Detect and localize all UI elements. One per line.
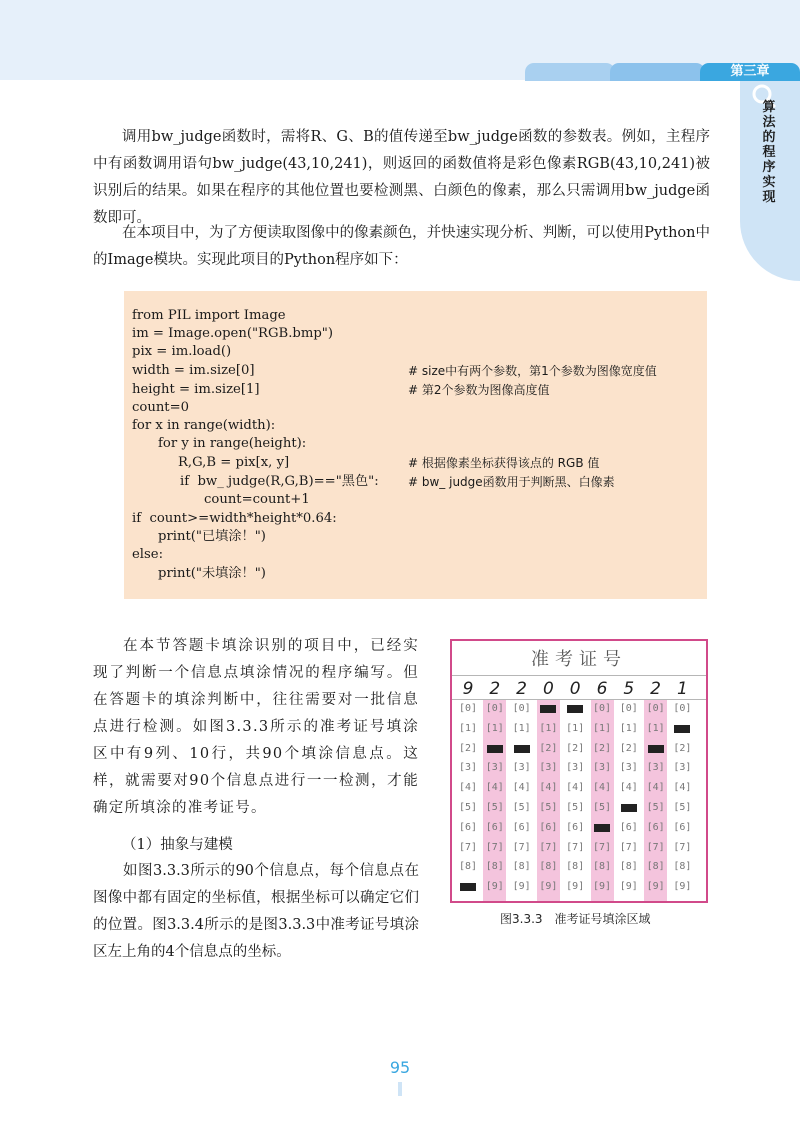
- digit-4: 0: [542, 679, 554, 699]
- header-tab-decor: [610, 63, 705, 81]
- bubble-cell: [3]: [485, 762, 504, 774]
- bubble-cell: [1]: [539, 722, 558, 734]
- bubble-cell: [6]: [619, 821, 638, 833]
- bubble-cell: [7]: [566, 841, 585, 853]
- code-line: if bw_ judge(R,G,B)=="黑色":: [180, 474, 379, 489]
- bubble-cell: [8]: [485, 861, 504, 873]
- bubble-cell: [0]: [485, 703, 504, 714]
- digit-5: 0: [569, 679, 581, 699]
- code-line: count=0: [132, 400, 190, 415]
- bubble-cell: [6]: [539, 821, 558, 833]
- bubble-cell: [5]: [646, 802, 665, 813]
- bubble-cell: [8]: [566, 861, 585, 873]
- code-line: R,G,B = pix[x, y]: [178, 455, 290, 470]
- code-block: [124, 291, 707, 599]
- bubble-cell: [1]: [592, 722, 612, 734]
- left-paragraph-2: 如图3.3.3所示的90个信息点，每个信息点在图像中都有固定的坐标值，根据坐标可以确定它们的位置。图3.3.4所示的是图3.3.3中准考证号填涂区左上角的4个信息点的坐标。: [93, 863, 419, 960]
- bubble-cell: [3]: [458, 762, 478, 774]
- bubble-cell: [0]: [646, 703, 665, 714]
- header-tab-decor: [525, 63, 615, 81]
- filled-bubble: [621, 804, 637, 812]
- bubble-cell: [0]: [458, 703, 478, 714]
- bubble-cell: [8]: [539, 861, 558, 873]
- bubble-cell: [8]: [619, 861, 638, 873]
- filled-bubble: [514, 745, 530, 753]
- code-line: count=count+1: [204, 492, 310, 507]
- bubble-cell: [2]: [458, 742, 478, 754]
- bubble-cell: [9]: [619, 881, 638, 893]
- bubble-cell: [5]: [566, 802, 585, 813]
- bubble-cell: [5]: [485, 802, 504, 813]
- bubble-cell: [8]: [673, 861, 692, 873]
- code-line: print("未填涂！"): [158, 566, 266, 581]
- bubble-cell: [7]: [512, 841, 531, 853]
- filled-bubble: [460, 883, 476, 891]
- bubble-cell: [7]: [485, 841, 504, 853]
- figure-caption: 图3.3.3 准考证号填涂区域: [500, 912, 651, 926]
- bubble-cell: [9]: [592, 881, 612, 893]
- bubble-cell: [6]: [673, 821, 692, 833]
- bubble-cell: [0]: [619, 703, 638, 714]
- bubble-cell: [4]: [592, 782, 612, 794]
- divider: [452, 675, 706, 676]
- bubble-cell: [3]: [512, 762, 531, 774]
- code-line: print("已填涂！"): [158, 529, 266, 544]
- bubble-cell: [8]: [646, 861, 665, 873]
- code-line: from PIL import Image: [132, 308, 286, 323]
- bubble-cell: [5]: [673, 802, 692, 813]
- bubble-cell: [4]: [566, 782, 585, 794]
- bubble-cell: [3]: [619, 762, 638, 774]
- filled-bubble: [648, 745, 664, 753]
- bubble-cell: [9]: [539, 881, 558, 893]
- bubble-cell: [6]: [566, 821, 585, 833]
- code-comment: # bw_ judge函数用于判断黑、白像素: [408, 475, 615, 489]
- bubble-cell: [6]: [512, 821, 531, 833]
- code-line: height = im.size[1]: [132, 382, 260, 397]
- bubble-cell: [3]: [539, 762, 558, 774]
- code-line: else:: [132, 547, 164, 562]
- code-comment: # 根据像素坐标获得该点的 RGB 值: [408, 456, 600, 470]
- bubble-cell: [7]: [592, 841, 612, 853]
- paragraph-2: 在本项目中，为了方便读取图像中的像素颜色，并快速实现分析、判断，可以使用Python中的Image模块。实现此项目的Python程序如下：: [93, 225, 710, 268]
- digit-9: 1: [676, 679, 688, 699]
- digit-6: 6: [596, 679, 608, 699]
- code-line: for x in range(width):: [132, 418, 276, 433]
- digit-7: 5: [623, 679, 635, 699]
- filled-bubble: [594, 824, 610, 832]
- bubble-cell: [1]: [566, 722, 585, 734]
- bubble-cell: [2]: [592, 742, 612, 754]
- bubble-cell: [4]: [619, 782, 638, 794]
- bubble-cell: [0]: [512, 703, 531, 714]
- filled-bubble: [487, 745, 503, 753]
- bubble-cell: [7]: [458, 841, 478, 853]
- bubble-cell: [1]: [485, 722, 504, 734]
- bubble-cell: [2]: [673, 742, 692, 754]
- page-number: 95: [389, 1058, 411, 1077]
- filled-bubble: [540, 705, 556, 713]
- bubble-cell: [3]: [673, 762, 692, 774]
- exam-id-grid-figure: [450, 639, 708, 903]
- bubble-cell: [7]: [646, 841, 665, 853]
- bubble-cell: [0]: [673, 703, 692, 714]
- bubble-cell: [6]: [646, 821, 665, 833]
- bubble-cell: [2]: [566, 742, 585, 754]
- bubble-cell: [2]: [619, 742, 638, 754]
- digit-2: 2: [489, 679, 501, 699]
- bubble-cell: [9]: [673, 881, 692, 893]
- code-line: pix = im.load(): [132, 344, 232, 359]
- code-line: width = im.size[0]: [132, 363, 255, 378]
- bubble-cell: [4]: [539, 782, 558, 794]
- bubble-cell: [1]: [512, 722, 531, 734]
- digit-3: 2: [516, 679, 527, 699]
- code-comment: # size中有两个参数，第1个参数为图像宽度值: [408, 364, 657, 378]
- code-line: im = Image.open("RGB.bmp"): [132, 326, 334, 341]
- side-title: 算法的程序实现: [762, 100, 776, 205]
- bubble-cell: [3]: [646, 762, 665, 774]
- digit-8: 2: [650, 679, 661, 699]
- digit-1: 9: [462, 679, 474, 699]
- bubble-cell: [8]: [592, 861, 612, 873]
- bubble-cell: [1]: [646, 722, 665, 734]
- bubble-cell: [9]: [646, 881, 665, 893]
- bubble-cell: [6]: [485, 821, 504, 833]
- section-title: （1）抽象与建模: [122, 837, 233, 853]
- bubble-cell: [7]: [539, 841, 558, 853]
- code-line: for y in range(height):: [158, 436, 307, 451]
- figure-title: 准考证号: [531, 649, 627, 670]
- bubble-cell: [1]: [458, 722, 478, 734]
- left-paragraph-1: 在本节答题卡填涂识别的项目中，已经实现了判断一个信息点填涂情况的程序编写。但在答题卡的填涂判断中，往往需要对一批信息点进行检测。如图3.3.3所示的准考证号填涂区中有9列、10行，共90个填涂信息点。这样，就需要对90个信息点进行一一检测，才能确定所填涂的准考证号。: [93, 638, 419, 816]
- bubble-cell: [9]: [485, 881, 504, 893]
- bubble-cell: [9]: [566, 881, 585, 893]
- bubble-cell: [6]: [458, 821, 478, 833]
- bubble-cell: [1]: [619, 722, 638, 734]
- code-comment: # 第2个参数为图像高度值: [408, 383, 550, 397]
- bubble-cell: [8]: [458, 861, 478, 873]
- bubble-cell: [8]: [512, 861, 531, 873]
- code-line: if count>=width*height*0.64:: [132, 511, 337, 526]
- bubble-cell: [3]: [566, 762, 585, 774]
- bubble-cell: [5]: [539, 802, 558, 813]
- bubble-cell: [0]: [592, 703, 612, 714]
- bubble-cell: [9]: [512, 881, 531, 893]
- bubble-cell: [4]: [458, 782, 478, 794]
- filled-bubble: [567, 705, 583, 713]
- bubble-cell: [5]: [592, 802, 612, 813]
- bubble-cell: [4]: [485, 782, 504, 794]
- bubble-cell: [4]: [646, 782, 665, 794]
- bubble-cell: [2]: [539, 742, 558, 754]
- bubble-cell: [5]: [458, 802, 478, 813]
- page-number-bar: [398, 1082, 402, 1096]
- bubble-cell: [3]: [592, 762, 612, 774]
- bubble-cell: [7]: [673, 841, 692, 853]
- chapter-tab: 第三章: [700, 63, 800, 81]
- bubble-cell: [4]: [512, 782, 531, 794]
- bubble-cell: [7]: [619, 841, 638, 853]
- bubble-cell: [4]: [673, 782, 692, 794]
- paragraph-1: 调用bw_judge函数时，需将R、G、B的值传递至bw_judge函数的参数表。例如，主程序中有函数调用语句bw_judge(43,10,241)，则返回的函数值将是彩色像素RGB(43,10,241)被识别后的结果。如果在程序的其他位置也要检测黑、白颜色的像素，那么只需调用bw_judge函数即可。: [93, 129, 710, 226]
- filled-bubble: [674, 725, 690, 733]
- bubble-cell: [5]: [512, 802, 531, 813]
